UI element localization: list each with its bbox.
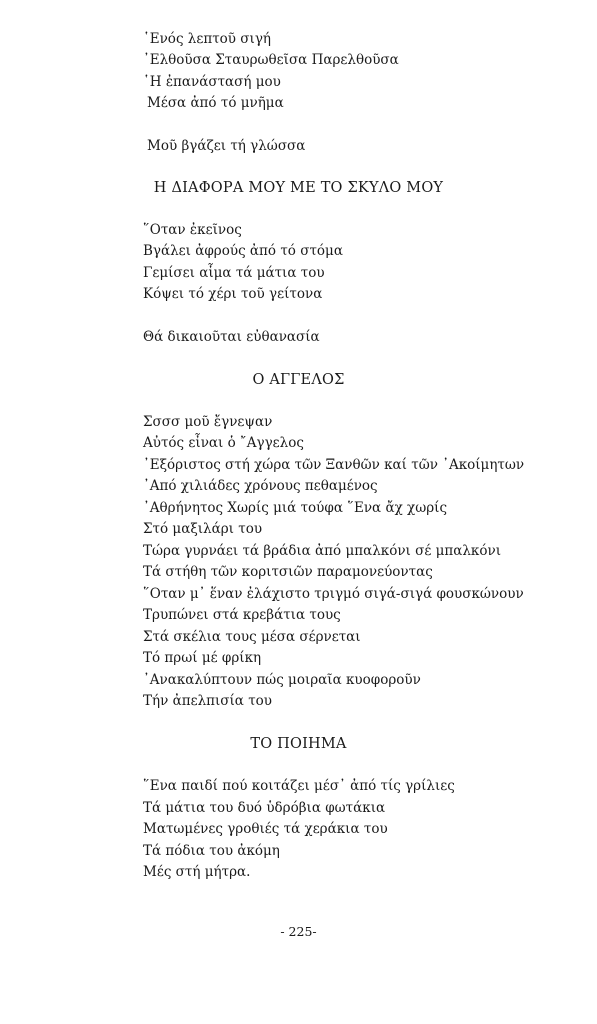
- poem-line: Βγάλει ἀφρούς ἀπό τό στόμα: [143, 243, 343, 259]
- poem-line: Στό μαξιλάρι του: [143, 521, 263, 537]
- poem-line: Κόψει τό χέρι τοῦ γείτονα: [143, 286, 323, 302]
- poem-line: Τά πόδια του ἀκόμη: [143, 843, 280, 859]
- poem-line: Γεμίσει αἷμα τά μάτια του: [143, 265, 325, 281]
- poem-line: Τά στήθη τῶν κοριτσιῶν παραμονεύοντας: [143, 564, 433, 580]
- poem-line: ᾿Από χιλιάδες χρόνους πεθαμένος: [143, 478, 378, 494]
- poem-line: Αὐτός εἶναι ὁ ῎Αγγελος: [143, 435, 304, 451]
- poem-line: ῞Ενα παιδί πού κοιτάζει μέσ᾿ ἀπό τίς γρίλιες: [143, 778, 455, 794]
- poem-closing-line: Θά δικαιοῦται εὐθανασία: [143, 329, 320, 345]
- poem-title: Ο ΑΓΓΕΛΟΣ: [252, 372, 345, 388]
- poem-line: Τήν ἀπελπισία του: [143, 693, 273, 709]
- poem-title: Η ΔΙΑΦΟΡΑ ΜΟΥ ΜΕ ΤΟ ΣΚΥΛΟ ΜΟΥ: [153, 180, 444, 196]
- poem-line: Τρυπώνει στά κρεβάτια τους: [143, 607, 341, 623]
- poem-line: ῞Οταν ἐκεῖνος: [143, 222, 242, 238]
- poem-line: Ματωμένες γροθιές τά χεράκια του: [143, 821, 388, 837]
- poem-line: ᾿Ανακαλύπτουν πώς μοιραῖα κυοφοροῦν: [143, 672, 421, 688]
- poem-closing-line: Μοῦ βγάζει τή γλώσσα: [147, 138, 306, 154]
- poem-line: Μέσα ἀπό τό μνῆμα: [147, 95, 284, 111]
- page-number: - 225-: [280, 924, 317, 939]
- poem-line: ᾿Αθρήνητος Χωρίς μιά τούφα ῞Ενα ἄχ χωρίς: [143, 500, 448, 516]
- poem-line: Τά μάτια του δυό ὑδρόβια φωτάκια: [143, 800, 386, 816]
- poem-line: ῾Ενός λεπτοῦ σιγή: [143, 31, 271, 47]
- poem-line: Στά σκέλια τους μέσα σέρνεται: [143, 629, 361, 645]
- poem-line: ῞Οταν μ᾿ ἕναν ἐλάχιστο τριγμό σιγά-σιγά φουσκώνουν: [143, 586, 524, 602]
- poem-line: ῾Η ἐπανάστασή μου: [143, 74, 281, 90]
- poem-line: Μές στή μήτρα.: [143, 864, 251, 880]
- poem-title: ΤΟ ΠΟΙΗΜΑ: [250, 736, 347, 752]
- poem-line: ᾿Εξόριστος στή χώρα τῶν Ξανθῶν καί τῶν ᾿Ακοίμητων: [143, 457, 525, 473]
- poem-line: ᾿Ελθοῦσα Σταυρωθεῖσα Παρελθοῦσα: [143, 52, 399, 68]
- poem-line: Τό πρωί μέ φρίκη: [143, 650, 262, 666]
- poem-line: Σσσσ μοῦ ἔγνεψαν: [143, 414, 273, 430]
- poem-line: Τώρα γυρνάει τά βράδια ἀπό μπαλκόνι σέ μπαλκόνι: [143, 543, 502, 559]
